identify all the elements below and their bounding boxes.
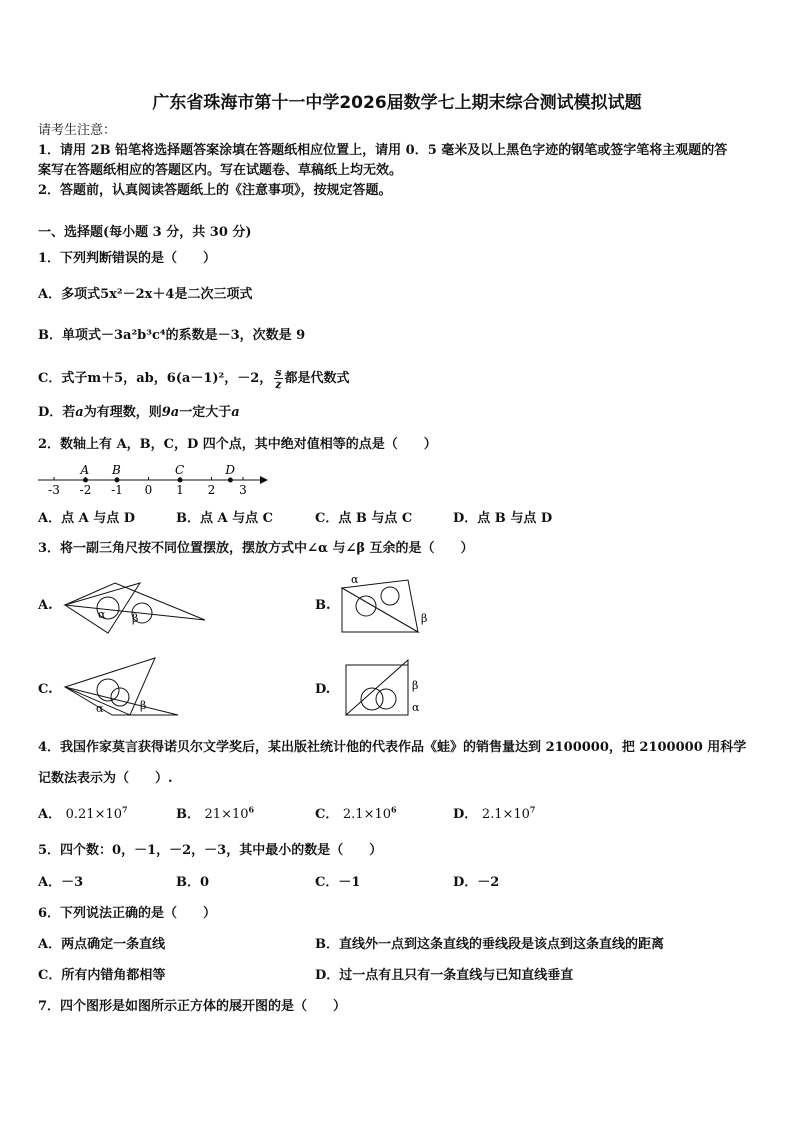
q1-a-polynomial: 5x²－2x＋4	[100, 287, 175, 302]
q4-option-c[interactable]: C． $2.1\times 10^6$	[315, 804, 397, 822]
q2-option-b[interactable]: B．点 A 与点 C	[176, 511, 273, 526]
q1-c-fraction: $\frac{s}{z}$	[275, 366, 282, 391]
q5-option-b[interactable]: B．0	[176, 875, 210, 890]
q2-option-a[interactable]: A．点 A 与点 D	[38, 511, 136, 526]
number-line-point	[178, 478, 183, 483]
q3-a-beta: β	[132, 612, 139, 625]
number-line-point-label: C	[175, 463, 185, 477]
number-line-point	[228, 478, 233, 483]
q3-option-a-label[interactable]: A.	[38, 598, 53, 613]
q1-b-monomial: －3a²b³c⁴	[101, 328, 166, 343]
q1-option-d: D．若a为有理数，则9a一定大于a	[38, 405, 240, 420]
q6-stem: 6．下列说法正确的是（ ）	[38, 906, 217, 921]
q3-c-beta: β	[140, 699, 147, 712]
q3-d-beta: β	[412, 679, 419, 692]
q1-option-c: C．式子m＋5，ab，6(a－1)²，－2， $\frac{s}{z}$ 都是代数式	[38, 366, 350, 391]
number-line-point-label: A	[80, 463, 90, 477]
number-line-point-label: B	[112, 463, 121, 477]
q3-figure-c	[60, 655, 182, 719]
q3-option-b-label[interactable]: B.	[315, 598, 331, 613]
number-line-tick-label: -3	[48, 483, 60, 497]
q6-option-c[interactable]: C．所有内错角都相等	[38, 968, 166, 983]
q2-option-d[interactable]: D．点 B 与点 D	[453, 511, 553, 526]
q1-stem: 1．下列判断错误的是（ ）	[38, 251, 217, 266]
number-line-point	[83, 478, 88, 483]
q3-a-alpha: α	[98, 608, 106, 621]
q3-figure-b	[338, 570, 438, 634]
notice-item-1-line-1: 1．请用 2B 铅笔将选择题答案涂填在答题纸相应位置上，请用 0．5 毫米及以上黑色字迹的钢笔或签字笔将主观题的答	[38, 143, 728, 158]
q5-option-d[interactable]: D．－2	[453, 875, 500, 890]
q6-option-d[interactable]: D．过一点有且只有一条直线与已知直线垂直	[315, 968, 574, 983]
q4-option-a[interactable]: A． $0.21\times 10^7$	[38, 804, 128, 822]
q4-option-b[interactable]: B． $21\times 10^6$	[176, 804, 255, 822]
notice-item-2: 2．答题前，认真阅读答题纸上的《注意事项》，按规定答题。	[38, 183, 392, 198]
q1-option-a: A．多项式5x²－2x＋4是二次三项式	[38, 287, 253, 302]
q3-figure-a	[60, 575, 210, 635]
q5-option-a[interactable]: A．－3	[38, 875, 84, 890]
q3-b-alpha: α	[351, 573, 359, 586]
number-line-tick-label: 1	[176, 483, 184, 497]
q5-stem: 5．四个数：0，－1，－2，－3，其中最小的数是（ ）	[38, 843, 383, 858]
number-line-point-label: D	[225, 463, 236, 477]
number-line-point	[115, 478, 120, 483]
notice-heading: 请考生注意：	[38, 123, 117, 138]
section-1-heading: 一、选择题(每小题 3 分，共 30 分)	[38, 225, 252, 240]
q7-stem: 7．四个图形是如图所示正方体的展开图的是（ ）	[38, 999, 347, 1014]
q2-stem: 2．数轴上有 A，B，C，D 四个点，其中绝对值相等的点是（ ）	[38, 437, 437, 452]
q4-stem-line-2: 记数法表示为（ ）.	[38, 771, 173, 786]
number-line-tick-label: -2	[79, 483, 92, 497]
q3-d-alpha: α	[412, 701, 420, 714]
q3-option-d-label[interactable]: D.	[315, 682, 331, 697]
notice-item-1-line-2: 案写在答题纸相应的答题区内。写在试题卷、草稿纸上均无效。	[38, 163, 403, 178]
number-line-arrow	[260, 476, 268, 484]
number-line-tick-label: 0	[144, 483, 153, 497]
q2-number-line	[38, 460, 268, 500]
q3-b-beta: β	[421, 612, 428, 625]
q6-option-a[interactable]: A．两点确定一条直线	[38, 937, 166, 952]
q4-stem-line-1: 4．我国作家莫言获得诺贝尔文学奖后，某出版社统计他的代表作品《蛙》的销售量达到 2100000，把 2100000 用科学	[38, 740, 747, 755]
number-line-tick-label: 3	[239, 483, 247, 497]
page-title: 广东省珠海市第十一中学2026届数学七上期末综合测试模拟试题	[152, 93, 642, 113]
number-line-tick-label: 2	[207, 483, 216, 497]
q5-option-c[interactable]: C．－1	[315, 875, 361, 890]
q1-option-b: B．单项式－3a²b³c⁴的系数是－3，次数是 9	[38, 328, 306, 343]
q3-stem: 3．将一副三角尺按不同位置摆放，摆放方式中∠α 与∠β 互余的是（ ）	[38, 541, 474, 556]
number-line-tick-label: -1	[111, 483, 123, 497]
q3-c-alpha: α	[96, 702, 104, 715]
q3-figure-d	[340, 655, 440, 719]
q4-option-d[interactable]: D． $2.1\times 10^7$	[453, 804, 536, 822]
q6-option-b[interactable]: B．直线外一点到这条直线的垂线段是该点到这条直线的距离	[315, 937, 664, 952]
q3-option-c-label[interactable]: C.	[38, 682, 53, 697]
q2-option-c[interactable]: C．点 B 与点 C	[315, 511, 413, 526]
